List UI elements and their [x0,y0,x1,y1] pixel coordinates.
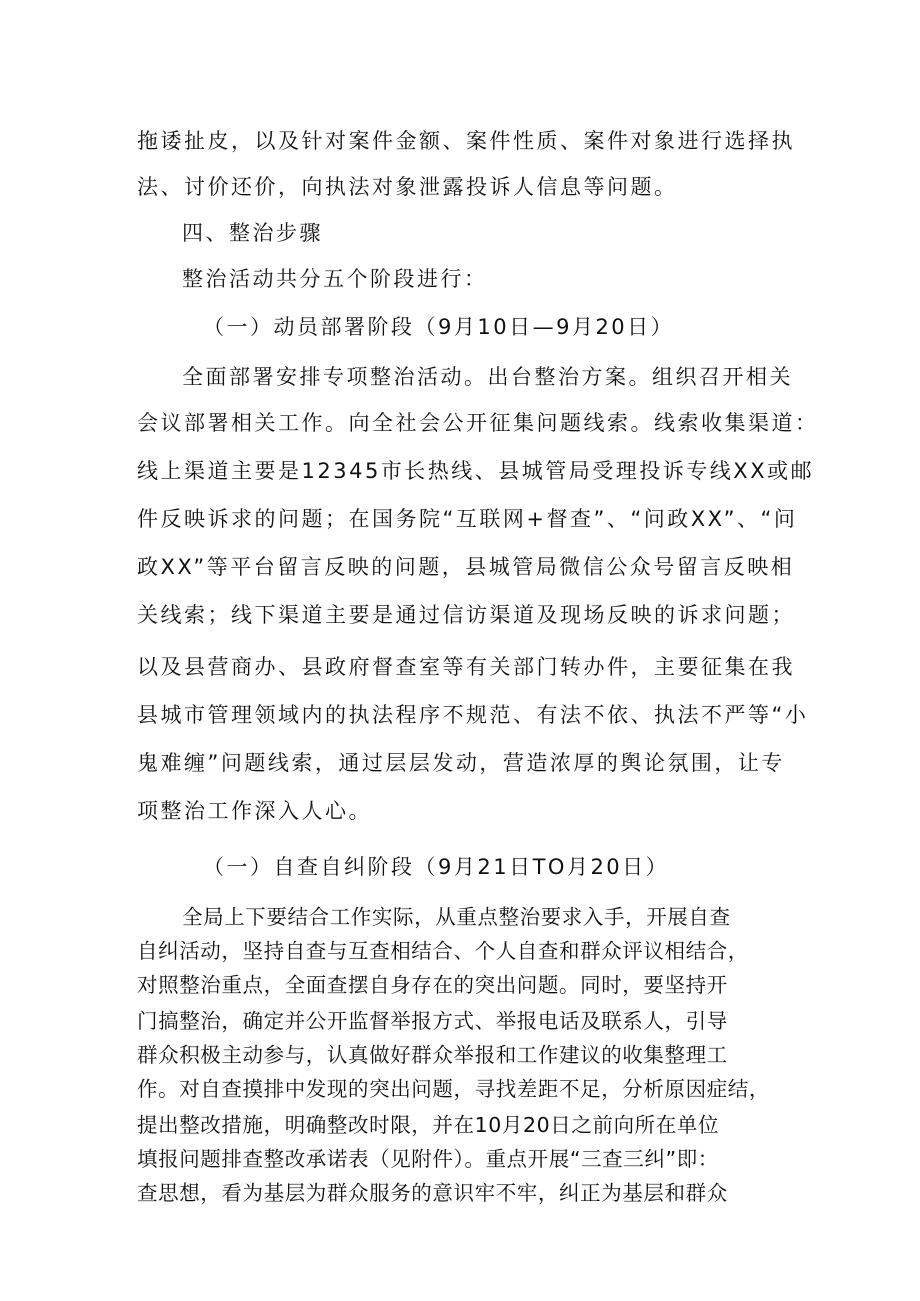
section-intro: 整治活动共分五个阶段进行： [182,267,488,291]
stage2-heading: （一）自查自纠阶段（9月21日TO月20日） [203,855,670,879]
paragraph-line: 会议部署相关工作。向全社会公开征集问题线索。线索收集渠道： [137,411,819,435]
paragraph-line: 鬼难缠”问题线索，通过层层发动，营造浓厚的舆论氛围，让专 [137,751,785,775]
paragraph-line: 全局上下要结合工作实际，从重点整治要求入手，开展自查 [182,905,731,929]
paragraph-line: 关线索；线下渠道主要是通过信访渠道及现场反映的诉求问题； [137,603,795,627]
paragraph-line: 提出整改措施，明确整改时限，并在10月20日之前向所在单位 [137,1113,720,1137]
stage1-heading: （一）动员部署阶段（9月10日—9月20日） [203,315,675,339]
paragraph-line: 群众积极主动参与，认真做好群众举报和工作建议的收集整理工 [137,1043,728,1067]
paragraph-line: 对照整治重点，全面查摆自身存在的突出问题。同时，要坚持开 [137,973,728,997]
paragraph-line: 政XX”等平台留言反映的问题，县城管局微信公众号留言反映相 [137,555,795,579]
paragraph-line: 县城市管理领域内的执法程序不规范、有法不依、执法不严等“小 [137,703,809,727]
paragraph-line: 项整治工作深入人心。 [137,799,372,823]
paragraph-line: 拖诿扯皮，以及针对案件金额、案件性质、案件对象进行选择执 [137,129,795,153]
paragraph-line: 作。对自查摸排中发现的突出问题，寻找差距不足，分析原因症结， [137,1077,770,1101]
paragraph-line: 法、讨价还价，向执法对象泄露投诉人信息等问题。 [137,175,678,199]
paragraph-line: 件反映诉求的问题；在国务院“互联网+督查”、“问政XX”、“问 [137,507,798,531]
paragraph-line: 查思想，看为基层为群众服务的意识牢不牢，纠正为基层和群众 [137,1181,728,1205]
paragraph-line: 全面部署安排专项整治活动。出台整治方案。组织召开相关 [182,365,793,389]
paragraph-line: 填报问题排查整改承诺表（见附件）。重点开展“三查三纠”即： [137,1147,719,1171]
paragraph-line: 以及县营商办、县政府督查室等有关部门转办件，主要征集在我 [137,655,795,679]
paragraph-line: 门搞整治，确定并公开监督举报方式、举报电话及联系人，引导 [137,1009,728,1033]
section-heading: 四、整治步骤 [182,221,323,245]
paragraph-line: 线上渠道主要是12345市长热线、县城管局受理投诉专线XX或邮 [137,459,815,483]
paragraph-line: 自纠活动，坚持自查与互查相结合、个人自查和群众评议相结合， [137,939,749,963]
